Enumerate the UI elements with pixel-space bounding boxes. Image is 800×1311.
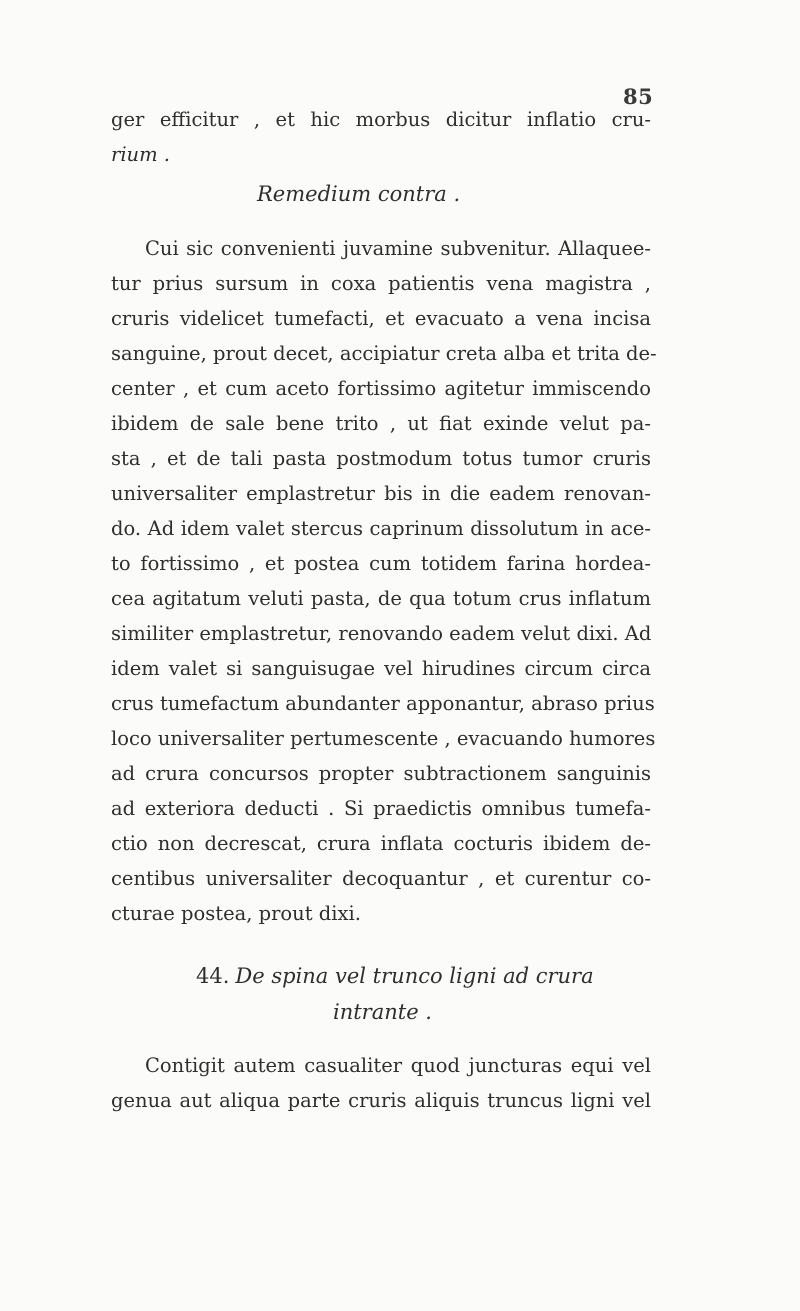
text-line: Cui sic convenienti juvamine subvenitur. Allaquee- bbox=[145, 237, 651, 260]
section-heading: Remedium contra . bbox=[257, 182, 461, 206]
text-line: ibidem de sale bene trito , ut fiat exinde velut pa- bbox=[111, 412, 651, 435]
text-line: cea agitatum veluti pasta, de qua totum crus inflatum bbox=[111, 587, 651, 610]
chapter-title-line: intrante . bbox=[333, 1000, 432, 1024]
text-line: loco universaliter pertumescente , evacuando humores bbox=[111, 727, 656, 750]
text-line: cturae postea, prout dixi. bbox=[111, 902, 361, 925]
text-line: to fortissimo , et postea cum totidem farina hordea- bbox=[111, 552, 651, 575]
text-line: rium . bbox=[111, 143, 171, 166]
text-line: center , et cum aceto fortissimo agitetur immiscendo bbox=[111, 377, 651, 400]
text-line: similiter emplastretur, renovando eadem velut dixi. Ad bbox=[111, 622, 652, 645]
text-line: genua aut aliqua parte cruris aliquis truncus ligni vel bbox=[111, 1089, 651, 1112]
text-line: ad exteriora deducti . Si praedictis omnibus tumefa- bbox=[111, 797, 651, 820]
text-line: ad crura concursos propter subtractionem sanguinis bbox=[111, 762, 651, 785]
text-line: ctio non decrescat, crura inflata cocturis ibidem de- bbox=[111, 832, 651, 855]
text-line: sanguine, prout decet, accipiatur creta alba et trita de- bbox=[111, 342, 657, 365]
text-line: centibus universaliter decoquantur , et curentur co- bbox=[111, 867, 651, 890]
text-line: tur prius sursum in coxa patientis vena magistra , bbox=[111, 272, 651, 295]
text-line: universaliter emplastretur bis in die eadem renovan- bbox=[111, 482, 651, 505]
text-line: Contigit autem casualiter quod juncturas equi vel bbox=[145, 1054, 651, 1077]
chapter-heading bbox=[196, 962, 594, 990]
text-line: cruris videlicet tumefacti, et evacuato a vena incisa bbox=[111, 307, 651, 330]
text-line: idem valet si sanguisugae vel hirudines circum circa bbox=[111, 657, 651, 680]
chapter-title-line: De spina vel trunco ligni ad crura bbox=[235, 964, 594, 988]
chapter-number: 44. bbox=[196, 964, 230, 988]
text-line: crus tumefactum abundanter apponantur, abraso prius bbox=[111, 692, 655, 715]
text-line: do. Ad idem valet stercus caprinum dissolutum in ace- bbox=[111, 517, 651, 540]
text-line: sta , et de tali pasta postmodum totus tumor cruris bbox=[111, 447, 651, 470]
page-number: 85 bbox=[623, 84, 654, 109]
text-line: ger efficitur , et hic morbus dicitur inflatio cru- bbox=[111, 108, 651, 131]
